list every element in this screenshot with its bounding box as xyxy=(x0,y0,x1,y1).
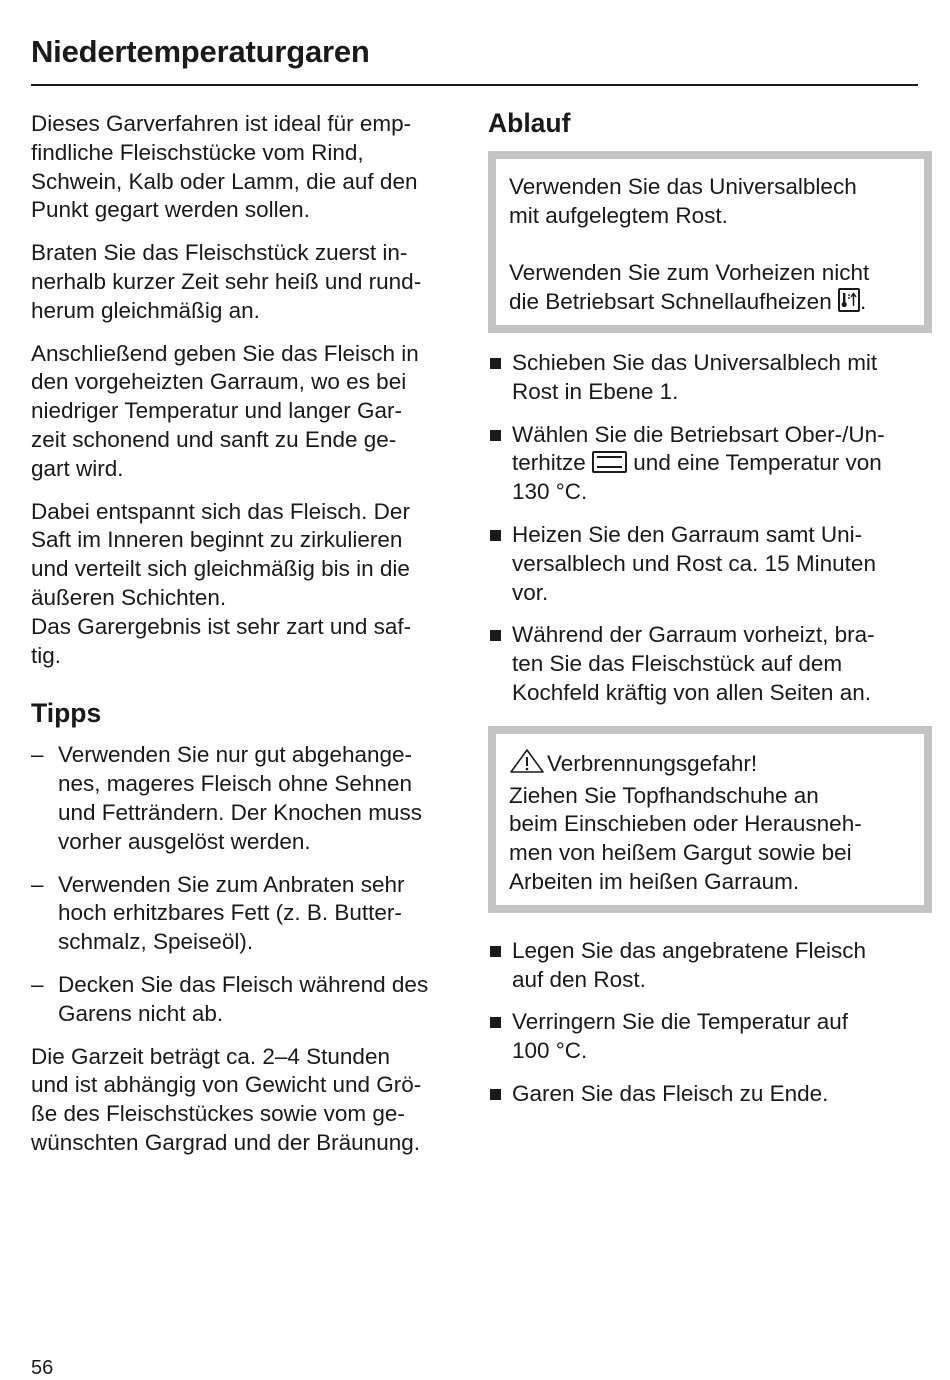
title-divider xyxy=(31,84,918,86)
text-line: Verwenden Sie zum Vorheizen nicht xyxy=(509,260,870,286)
text-line: Garen Sie das Fleisch zu Ende. xyxy=(512,1080,829,1106)
square-bullet xyxy=(490,630,501,641)
text-line: Punkt gegart werden sollen. xyxy=(31,197,310,223)
text-fragment: Verbrennungsgefahr! xyxy=(547,750,758,776)
page-title: Niedertemperaturgaren xyxy=(31,34,370,69)
text-line: Verwenden Sie nur gut abgehange- xyxy=(58,742,413,768)
step-text xyxy=(512,1008,918,1066)
text-fragment: terhitze xyxy=(512,450,593,476)
text-line: versalblech und Rost ca. 15 Minuten xyxy=(512,550,876,576)
text-line: schmalz, Speiseöl). xyxy=(58,929,254,955)
square-bullet xyxy=(490,1017,501,1028)
dash-bullet: – xyxy=(31,871,44,897)
warning-text xyxy=(509,748,910,897)
text-line: nes, mageres Fleisch ohne Sehnen xyxy=(58,771,412,797)
text-line: und ist abhängig von Gewicht und Grö- xyxy=(31,1072,422,1098)
step-item xyxy=(488,937,918,995)
text-line: men von heißem Gargut sowie bei xyxy=(509,840,852,866)
text-line: 130 °C. xyxy=(512,479,588,505)
text-line xyxy=(509,288,910,317)
step-item xyxy=(488,421,918,507)
warning-box xyxy=(488,726,932,913)
text-line: den vorgeheizten Garraum, wo es bei xyxy=(31,369,407,395)
text-line: Verringern Sie die Temperatur auf xyxy=(512,1009,849,1035)
text-line: Arbeiten im heißen Garraum. xyxy=(509,868,800,894)
square-bullet xyxy=(490,430,501,441)
cooking-time-paragraph xyxy=(31,1043,461,1158)
text-line: herum gleichmäßig an. xyxy=(31,297,260,323)
text-line: findliche Fleischstücke vom Rind, xyxy=(31,139,364,165)
text-line: Anschließend geben Sie das Fleisch in xyxy=(31,340,419,366)
text-line: Verwenden Sie zum Anbraten sehr xyxy=(58,871,405,897)
step-item xyxy=(488,1008,918,1066)
text-line: beim Einschieben oder Herausneh- xyxy=(509,811,862,837)
step-text xyxy=(512,621,918,707)
left-column xyxy=(31,110,461,1172)
text-line: niedriger Temperatur und langer Gar- xyxy=(31,398,403,424)
intro-paragraph xyxy=(31,110,461,225)
warning-triangle-icon xyxy=(509,748,545,782)
step-text xyxy=(512,1080,918,1109)
square-bullet xyxy=(490,1089,501,1100)
tips-heading: Tipps xyxy=(31,698,102,729)
text-line: wünschten Gargrad und der Bräunung. xyxy=(31,1129,421,1155)
top-bottom-heat-icon xyxy=(592,451,627,473)
warning-title xyxy=(509,748,910,782)
text-line: und verteilt sich gleichmäßig bis in die xyxy=(31,556,410,582)
text-line: Kochfeld kräftig von allen Seiten an. xyxy=(512,679,871,705)
text-line: vorher ausgelöst werden. xyxy=(58,828,311,854)
text-line: hoch erhitzbares Fett (z. B. Butter- xyxy=(58,900,402,926)
spacer xyxy=(509,231,910,260)
step-text xyxy=(512,349,918,407)
step-list xyxy=(488,349,918,708)
info-box xyxy=(488,151,932,333)
text-fragment: die Betriebsart Schnellaufheizen xyxy=(509,289,838,315)
dash-bullet: – xyxy=(31,971,44,997)
square-bullet xyxy=(490,530,501,541)
square-bullet xyxy=(490,358,501,369)
quick-heat-icon xyxy=(838,288,860,312)
text-line: äußeren Schichten. xyxy=(31,584,227,610)
text-line: Decken Sie das Fleisch während des xyxy=(58,971,429,997)
text-line: Das Garergebnis ist sehr zart und saf- xyxy=(31,613,412,639)
text-line: Ziehen Sie Topfhandschuhe an xyxy=(509,782,819,808)
step-text xyxy=(512,937,918,995)
step-item xyxy=(488,1080,918,1109)
text-line: und Fetträndern. Der Knochen muss xyxy=(58,799,422,825)
step-list xyxy=(488,937,918,1109)
square-bullet xyxy=(490,946,501,957)
text-line: tig. xyxy=(31,642,62,668)
text-line: vor. xyxy=(512,579,549,605)
tip-text xyxy=(58,741,461,856)
text-line: Schwein, Kalb oder Lamm, die auf den xyxy=(31,168,418,194)
step-text xyxy=(512,421,918,507)
text-line: Garens nicht ab. xyxy=(58,1000,224,1026)
step-item xyxy=(488,621,918,707)
text-line: Wählen Sie die Betriebsart Ober-/Un- xyxy=(512,421,885,447)
tip-item xyxy=(31,741,461,856)
text-fragment: und eine Temperatur von xyxy=(627,450,882,476)
text-line: Dieses Garverfahren ist ideal für emp- xyxy=(31,111,412,136)
cooking-paragraph xyxy=(31,340,461,484)
text-line: Legen Sie das angebratene Fleisch xyxy=(512,937,867,963)
text-line: Braten Sie das Fleischstück zuerst in- xyxy=(31,240,408,266)
text-line: zeit schonend und sanft zu Ende ge- xyxy=(31,426,397,452)
text-line: Schieben Sie das Universalblech mit xyxy=(512,349,878,375)
step-text xyxy=(512,521,918,607)
text-line: Saft im Inneren beginnt zu zirkulieren xyxy=(31,527,403,553)
tip-item xyxy=(31,971,461,1029)
text-line: Verwenden Sie das Universalblech xyxy=(509,174,857,199)
procedure-heading: Ablauf xyxy=(488,108,571,138)
text-line xyxy=(512,449,918,478)
text-line: nerhalb kurzer Zeit sehr heiß und rund- xyxy=(31,268,422,294)
tip-text xyxy=(58,871,461,957)
info-text xyxy=(509,259,910,317)
result-paragraph xyxy=(31,498,461,671)
step-item xyxy=(488,521,918,607)
step-item xyxy=(488,349,918,407)
text-line: 100 °C. xyxy=(512,1038,588,1064)
page-number: 56 xyxy=(31,1357,54,1379)
text-line: Die Garzeit beträgt ca. 2–4 Stunden xyxy=(31,1043,390,1069)
text-line: Rost in Ebene 1. xyxy=(512,378,679,404)
text-line: Dabei entspannt sich das Fleisch. Der xyxy=(31,498,410,524)
tip-item xyxy=(31,871,461,957)
text-line: auf den Rost. xyxy=(512,966,646,992)
text-line: ten Sie das Fleischstück auf dem xyxy=(512,651,843,677)
text-line: ße des Fleischstückes sowie vom ge- xyxy=(31,1101,405,1127)
tip-text xyxy=(58,971,461,1029)
text-line: Heizen Sie den Garraum samt Uni- xyxy=(512,521,863,547)
text-fragment: . xyxy=(859,289,867,315)
text-line: Während der Garraum vorheizt, bra- xyxy=(512,622,875,648)
text-line: mit aufgelegtem Rost. xyxy=(509,202,728,228)
text-line: gart wird. xyxy=(31,455,124,481)
dash-bullet: – xyxy=(31,742,44,768)
right-column xyxy=(488,108,918,1123)
searing-paragraph xyxy=(31,239,461,325)
info-text xyxy=(509,173,910,231)
